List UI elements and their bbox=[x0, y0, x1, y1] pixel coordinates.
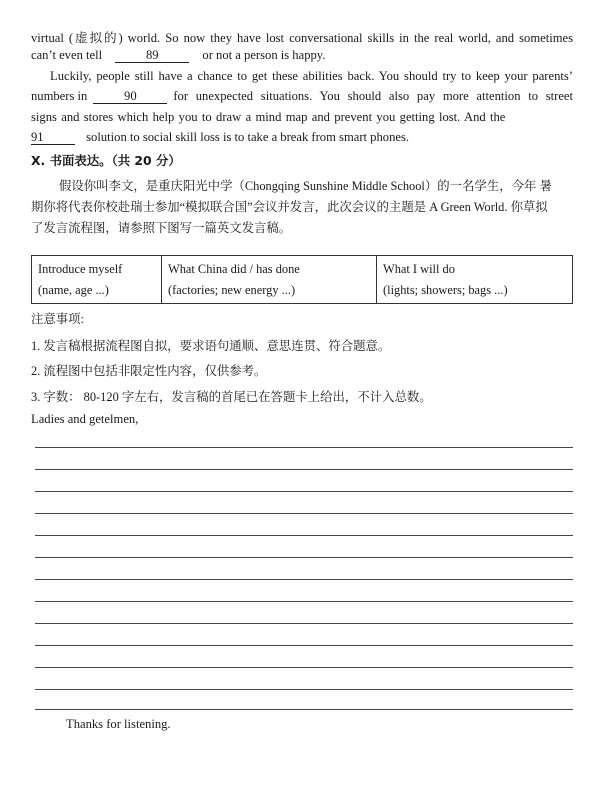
writing-line bbox=[35, 579, 573, 580]
passage-line-3: Luckily, people still have a chance to get these abilities back. You should try to keep your parents’ bbox=[50, 69, 573, 83]
flowchart-cell-plans bbox=[377, 256, 573, 304]
cell-title: What China did / has done bbox=[168, 262, 300, 276]
cell-title: What I will do bbox=[383, 262, 455, 276]
letter-closing: Thanks for listening. bbox=[66, 717, 171, 731]
writing-line bbox=[35, 557, 573, 558]
writing-line bbox=[35, 513, 573, 514]
section-title: X. 书面表达。（共 20 分） bbox=[31, 153, 181, 168]
passage-line-2 bbox=[31, 48, 325, 63]
writing-line bbox=[35, 601, 573, 602]
note-item-2: 2. 流程图中包括非限定性内容，仅供参考。 bbox=[31, 364, 267, 378]
writing-line bbox=[35, 709, 573, 710]
flowchart-cell-china bbox=[162, 256, 377, 304]
passage-line-4 bbox=[31, 89, 573, 104]
passage-text: for unexpected situations. You should also pay more attention to street bbox=[173, 89, 573, 103]
passage-text: numbers in bbox=[31, 89, 88, 103]
passage-text: solution to social skill loss is to take a break from smart phones. bbox=[86, 130, 410, 144]
writing-line bbox=[35, 667, 573, 668]
writing-line bbox=[35, 689, 573, 690]
passage-line-5: signs and stores which help you to draw a mind map and prevent you getting lost. And the bbox=[31, 110, 506, 124]
flowchart-table bbox=[31, 255, 573, 304]
answer-blank-89: 89 bbox=[115, 49, 189, 63]
writing-line bbox=[35, 535, 573, 536]
cell-title: Introduce myself bbox=[38, 262, 123, 276]
note-item-3: 3. 字数： 80-120 字左右，发言稿的首尾已在答题卡上给出，不计入总数。 bbox=[31, 390, 432, 404]
cell-detail: (name, age ...) bbox=[38, 283, 109, 297]
answer-blank-90: 90 bbox=[93, 90, 167, 104]
passage-line-1: virtual (虚拟的) world. So now they have lost conversational skills in the real world, and sometimes bbox=[31, 31, 573, 45]
writing-line bbox=[35, 447, 573, 448]
letter-greeting: Ladies and getelmen, bbox=[31, 412, 139, 426]
answer-blank-91: 91 bbox=[31, 131, 75, 145]
passage-text: or not a person is happy. bbox=[202, 48, 326, 62]
cell-detail: (factories; new energy ...) bbox=[168, 283, 296, 297]
writing-line bbox=[35, 491, 573, 492]
writing-line bbox=[35, 623, 573, 624]
cell-detail: (lights; showers; bags ...) bbox=[383, 283, 508, 297]
writing-line bbox=[35, 469, 573, 470]
flowchart-cell-introduce bbox=[32, 256, 162, 304]
prompt-line-1: 假设你叫李文，是重庆阳光中学（Chongqing Sunshine Middle School）的一名学生，今年 暑 bbox=[59, 179, 552, 193]
passage-line-6 bbox=[31, 130, 409, 145]
prompt-line-2: 期你将代表你校赴瑞士参加“模拟联合国”会议并发言，此次会议的主题是 A Green World. 你草拟 bbox=[31, 200, 548, 214]
passage-text: can’t even tell bbox=[31, 48, 103, 62]
notes-heading: 注意事项: bbox=[31, 312, 85, 326]
writing-line bbox=[35, 645, 573, 646]
note-item-1: 1. 发言稿根据流程图自拟，要求语句通顺、意思连贯、符合题意。 bbox=[31, 339, 391, 353]
prompt-line-3: 了发言流程图，请参照下图写一篇英文发言稿。 bbox=[31, 221, 292, 235]
